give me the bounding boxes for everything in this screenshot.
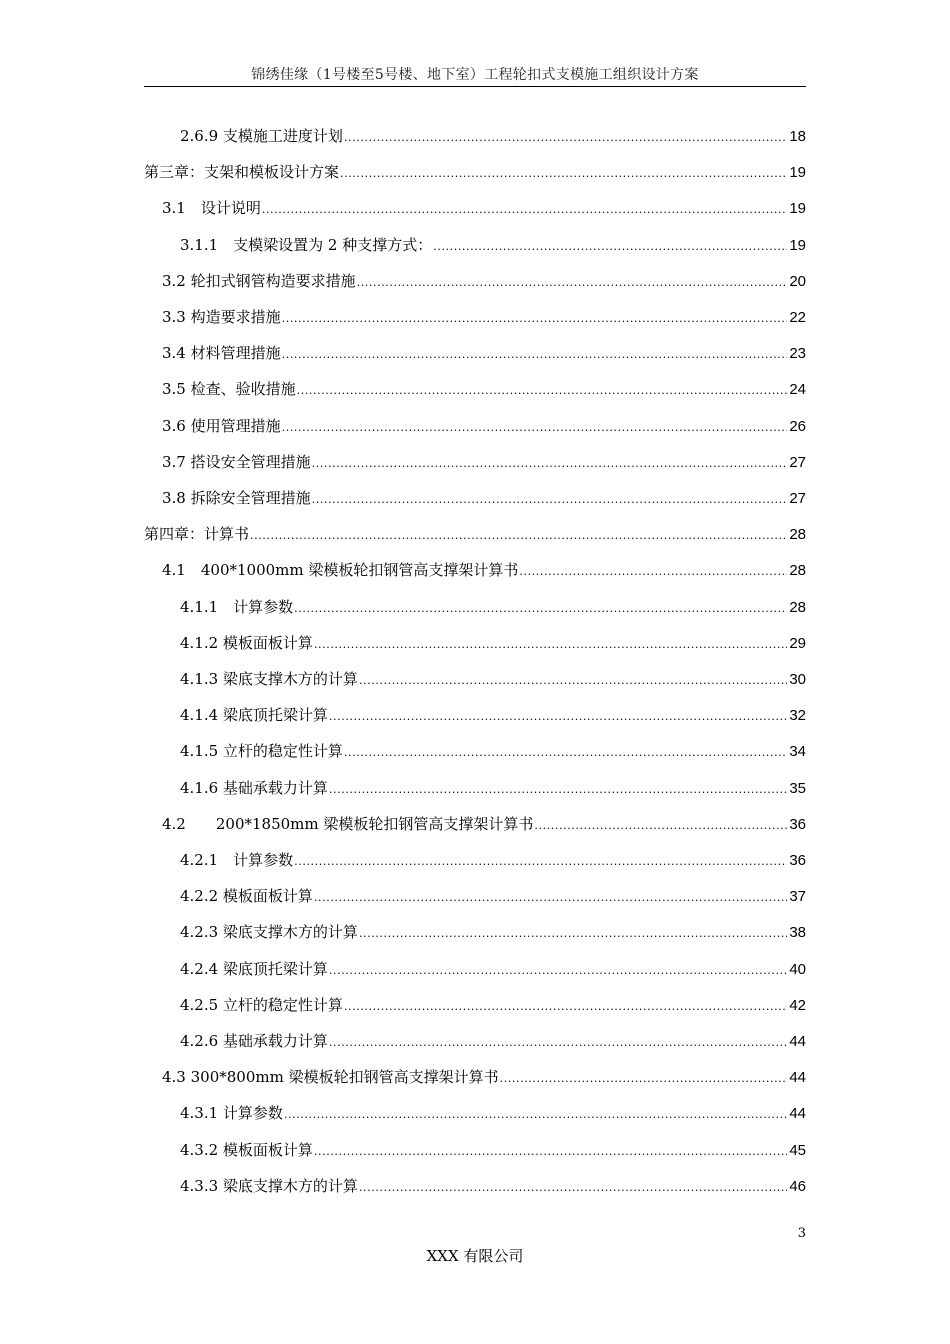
toc-entry[interactable]: [180, 234, 806, 258]
toc-entry-title: 4.2.4 梁底顶托梁计算: [180, 959, 328, 978]
toc-entry-page: 26: [789, 417, 806, 435]
toc-entry-page: 19: [789, 164, 806, 182]
toc-leader-dots: [329, 783, 787, 796]
toc-leader-dots: [282, 312, 788, 325]
toc-entry-title: 4.2.6 基础承载力计算: [180, 1032, 328, 1050]
toc-entry[interactable]: [180, 668, 806, 692]
toc-entry-title: 4.3.3 梁底支撑木方的计算: [180, 1176, 358, 1195]
toc-entry-page: 35: [789, 779, 806, 797]
toc-entry-title: 4.3 300*800mm 梁模板轮扣钢管高支撑架计算书: [162, 1068, 499, 1087]
toc-entry[interactable]: [162, 559, 806, 583]
toc-entry[interactable]: [162, 415, 806, 439]
toc-entry-page: 36: [789, 815, 806, 833]
toc-entry-page: 42: [789, 996, 806, 1014]
toc-leader-dots: [357, 276, 788, 289]
toc-entry-title: 3.3 构造要求措施: [162, 308, 281, 326]
toc-entry-title: 第三章：支架和模板设计方案: [144, 163, 340, 182]
toc-leader-dots: [500, 1072, 788, 1085]
toc-entry-title: 4.1.5 立杆的稳定性计算: [180, 742, 343, 761]
toc-entry[interactable]: [180, 1139, 806, 1163]
toc-leader-dots: [519, 565, 787, 578]
toc-entry-page: 37: [789, 888, 806, 906]
toc-entry[interactable]: [180, 1175, 806, 1199]
toc-leader-dots: [314, 891, 787, 904]
toc-entry-title: 4.1.6 基础承载力计算: [180, 778, 328, 797]
toc-entry-title: 4.2 200*1850mm 梁模板轮扣钢管高支撑架计算书: [162, 814, 534, 833]
toc-entry-page: 30: [789, 671, 806, 688]
toc-entry[interactable]: [180, 704, 806, 728]
toc-entry-page: 44: [789, 1105, 806, 1123]
toc-leader-dots: [329, 710, 787, 723]
footer-company: XXX 有限公司: [426, 1247, 524, 1265]
toc-leader-dots: [312, 493, 788, 506]
toc-entry[interactable]: [180, 740, 806, 764]
toc-entry[interactable]: [180, 958, 806, 982]
toc-entry-title: 3.4 材料管理措施: [162, 344, 281, 363]
toc-entry-title: 3.2 轮扣式钢管构造要求措施: [162, 271, 356, 290]
toc-entry-page: 28: [789, 598, 806, 616]
toc-entry-title: 3.8 拆除安全管理措施: [162, 489, 311, 507]
toc-entry[interactable]: [180, 777, 806, 801]
toc-entry-page: 36: [789, 852, 806, 869]
toc-entry-page: 44: [789, 1069, 806, 1087]
toc-entry[interactable]: [162, 378, 806, 402]
toc-leader-dots: [344, 746, 787, 759]
toc-leader-dots: [344, 1000, 787, 1013]
toc-leader-dots: [250, 529, 787, 542]
toc-entry-page: 44: [789, 1033, 806, 1050]
toc-entry-page: 45: [789, 1141, 806, 1159]
toc-entry[interactable]: [162, 813, 806, 837]
toc-entry-title: 第四章：计算书: [144, 525, 250, 544]
toc-entry-page: 27: [789, 453, 806, 471]
toc-leader-dots: [314, 1145, 787, 1158]
toc-entry[interactable]: [162, 1066, 806, 1090]
toc-leader-dots: [534, 819, 787, 832]
toc-entry[interactable]: [180, 1102, 806, 1126]
running-header: 锦绣佳缘（1号楼至5号楼、地下室）工程轮扣式支模施工组织设计方案: [251, 67, 699, 83]
toc-leader-dots: [344, 131, 787, 144]
toc-leader-dots: [433, 240, 787, 253]
toc-entry[interactable]: [180, 632, 806, 656]
toc-leader-dots: [329, 964, 787, 977]
toc-leader-dots: [297, 384, 788, 397]
toc-entry-title: 4.3.1 计算参数: [180, 1104, 283, 1123]
toc-entry[interactable]: [162, 306, 806, 330]
toc-entry[interactable]: [180, 596, 806, 620]
toc-entry-title: 4.2.3 梁底支撑木方的计算: [180, 923, 358, 942]
toc-entry-title: 4.2.2 模板面板计算: [180, 887, 313, 906]
toc-entry[interactable]: [180, 125, 806, 149]
toc-entry[interactable]: [180, 1030, 806, 1054]
toc-leader-dots: [329, 1036, 787, 1049]
toc-entry[interactable]: [144, 523, 806, 547]
toc-entry-title: 4.1 400*1000mm 梁模板轮扣钢管高支撑架计算书: [162, 561, 519, 580]
toc-entry-title: 3.1.1 支模梁设置为 2 种支撑方式：: [180, 235, 433, 254]
toc-entry-page: 28: [789, 526, 806, 544]
toc-entry-title: 3.5 检查、验收措施: [162, 380, 296, 399]
toc-entry-title: 4.2.5 立杆的稳定性计算: [180, 995, 343, 1014]
toc-entry-title: 3.1 设计说明: [162, 199, 261, 218]
toc-leader-dots: [282, 348, 788, 361]
toc-entry-page: 20: [789, 272, 806, 290]
toc-leader-dots: [340, 167, 787, 180]
toc-leader-dots: [262, 203, 787, 216]
toc-entry[interactable]: [180, 885, 806, 909]
toc-leader-dots: [359, 927, 787, 940]
toc-entry[interactable]: [162, 342, 806, 366]
toc-entry[interactable]: [144, 161, 806, 185]
toc-entry-page: 46: [789, 1177, 806, 1195]
toc-entry-page: 29: [789, 634, 806, 652]
toc-entry-page: 19: [789, 236, 806, 254]
toc-entry-title: 4.1.3 梁底支撑木方的计算: [180, 670, 358, 688]
toc-entry-title: 4.1.2 模板面板计算: [180, 633, 313, 652]
toc-leader-dots: [312, 457, 788, 470]
toc-entry-title: 4.2.1 计算参数: [180, 851, 294, 869]
toc-leader-dots: [294, 855, 787, 868]
toc-entry-title: 3.6 使用管理措施: [162, 416, 281, 435]
toc-entry-page: 23: [789, 345, 806, 363]
toc-entry[interactable]: [162, 487, 806, 511]
toc-entry[interactable]: [180, 921, 806, 945]
toc-entry-title: 4.1.4 梁底顶托梁计算: [180, 706, 328, 725]
toc-entry-page: 38: [789, 924, 806, 942]
toc-entry[interactable]: [180, 994, 806, 1018]
page-number: 3: [797, 1226, 806, 1241]
toc-leader-dots: [284, 1108, 787, 1121]
toc-entry-page: 19: [789, 200, 806, 218]
toc-leader-dots: [314, 638, 787, 651]
toc-entry-title: 3.7 搭设安全管理措施: [162, 452, 311, 471]
toc-entry-page: 28: [789, 562, 806, 580]
toc-leader-dots: [282, 421, 788, 434]
toc-entry-page: 24: [789, 381, 806, 399]
toc-entry-page: 34: [789, 743, 806, 761]
toc-entry-page: 32: [789, 707, 806, 725]
toc-entry-title: 4.3.2 模板面板计算: [180, 1140, 313, 1159]
toc-leader-dots: [359, 1181, 787, 1194]
toc-entry-title: 4.1.1 计算参数: [180, 597, 294, 616]
toc-entry[interactable]: [162, 451, 806, 475]
toc-entry-page: 27: [789, 490, 806, 507]
toc-entry[interactable]: [162, 197, 806, 221]
toc-entry-page: 18: [789, 128, 806, 145]
toc-leader-dots: [294, 602, 787, 615]
toc-entry-title: 2.6.9 支模施工进度计划: [180, 127, 343, 145]
toc-entry[interactable]: [162, 270, 806, 294]
toc-leader-dots: [359, 674, 787, 687]
toc-entry-page: 40: [789, 960, 806, 978]
toc-entry-page: 22: [789, 309, 806, 326]
header-divider: [144, 86, 806, 87]
toc-entry[interactable]: [180, 849, 806, 873]
